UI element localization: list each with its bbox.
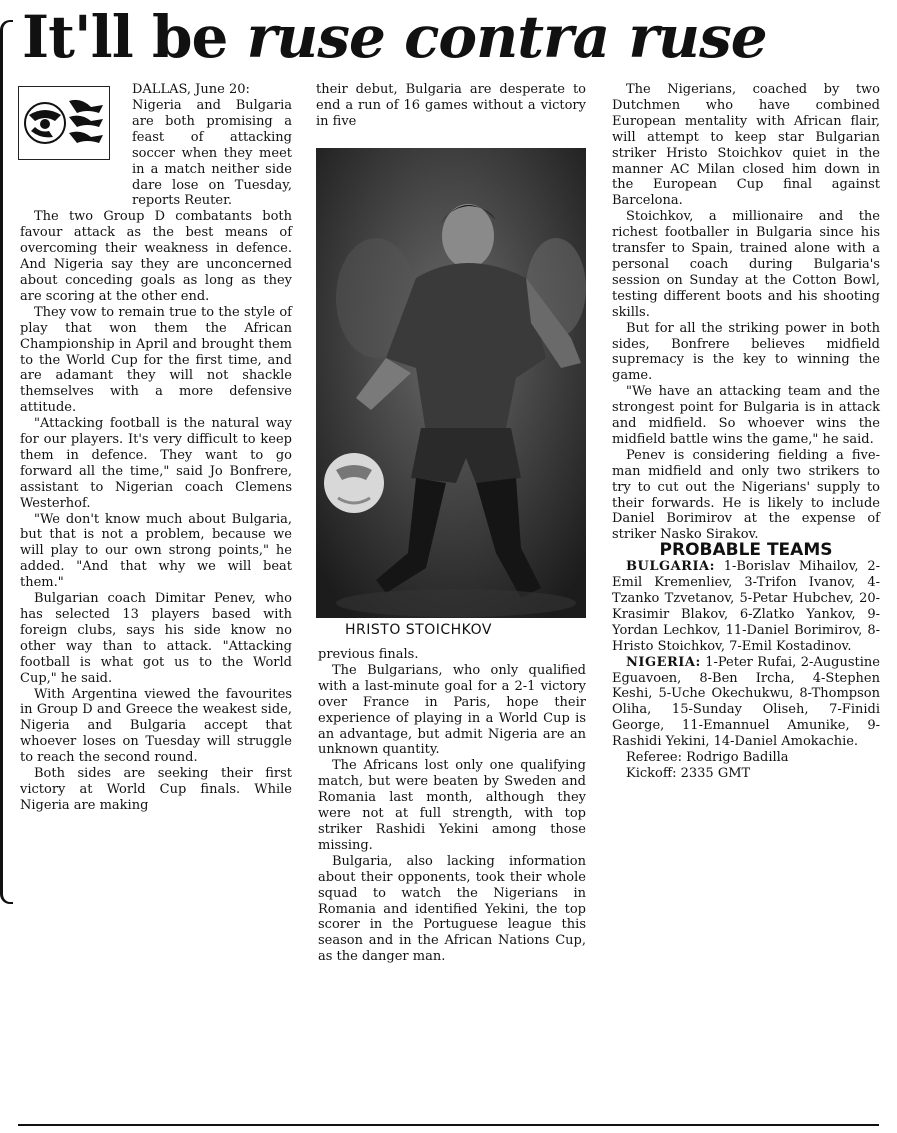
column-1 <box>20 98 292 814</box>
headline-part-1: It'll be <box>22 3 247 71</box>
bottom-rule <box>18 1124 879 1126</box>
col1-paragraph-8: Both sides are seeking their first victory at World Cup finals. While Nigeria are making <box>20 766 292 813</box>
photo-caption: HRISTO STOICHKOV <box>345 622 492 638</box>
bulgaria-lineup <box>612 559 880 654</box>
col1-paragraph-6: Bulgarian coach Dimitar Penev, who has selected 13 players based with foreign clubs, says his side know no other way than to attack. "Attacking football is what got us to the World Cup," he said. <box>20 591 292 686</box>
nigeria-team: 1-Peter Rufai, 2-Augustine Eguavoen, 8-Ben Ircha, 4-Stephen Keshi, 5-Uche Okechukwu, 8-Thompson Oliha, 15-Sunday Oliseh, 7-Finidi George, 11-Emannuel Amunike, 9-Rashidi Yekini, 14-Daniel Amokachie. <box>612 654 880 750</box>
col3-paragraph-4: "We have an attacking team and the strongest point for Bulgaria is in attack and midfield. So whoever wins the midfield battle wins the game," he said. <box>612 384 880 447</box>
probable-teams-heading: PROBABLE TEAMS <box>659 540 833 561</box>
headline-part-2: ruse contra ruse <box>246 3 767 71</box>
col3-paragraph-1: The Nigerians, coached by two Dutchmen who have combined European mentality with African flair, will attempt to keep star Bulgarian striker Hristo Stoichkov quiet in the manner AC Milan closed him down in the European Cup final against Barcelona. <box>612 82 880 209</box>
nigeria-label: NIGERIA: <box>626 654 701 670</box>
col3-paragraph-5: Penev is considering fielding a five-man midfield and only two strikers to try to cut out the Nigerians' supply to their forwards. He is likely to include Daniel Borimirov at the expense of striker Nasko Sirakov. <box>612 447 880 543</box>
col1-paragraph-1: Nigeria and Bulgaria are both promising a feast of attacking soccer when they meet in a match neither side dare lose on Tuesday, reports Reuter. <box>132 98 292 209</box>
col3-paragraph-2: Stoichkov, a millionaire and the richest footballer in Bulgaria since his transfer to Spain, trained alone with a personal coach during Bulgaria's session on Sunday at the Cotton Bowl, testing different boots and his shooting skills. <box>612 209 880 320</box>
player-photo <box>316 148 586 618</box>
col1-paragraph-4: "Attacking football is the natural way for our players. It's very difficult to keep them in defence. They want to go forward all the time," said Jo Bonfrere, assistant to Nigerian coach Clemens Westerhof. <box>20 416 292 511</box>
dateline: DALLAS, June 20: <box>132 82 250 97</box>
hristo-stoichkov-photo <box>316 148 586 618</box>
col1-paragraph-3: They vow to remain true to the style of play that won them the African Championship in April and brought them to the World Cup for the first time, and are adamant they will not shackle themselves with a more defensive attitude. <box>20 304 292 416</box>
col2-paragraph-2: The Bulgarians, who only qualified with a last-minute goal for a 2-1 victory over France in Paris, hope their experience of playing in a World Cup is an advantage, but admit Nigeria are an unknown quantity. <box>318 662 586 758</box>
column-1-top <box>132 82 292 98</box>
nigeria-lineup <box>612 655 880 750</box>
left-border-rule <box>0 20 13 904</box>
column-2-top <box>316 82 586 130</box>
col1-paragraph-7: With Argentina viewed the favourites in Group D and Greece the weakest side, Nigeria and Bulgaria accept that whoever loses on Tuesday will struggle to reach the second round. <box>20 686 292 766</box>
col2-paragraph-1: previous finals. <box>318 647 419 662</box>
col1-paragraph-5: "We don't know much about Bulgaria, but that is not a problem, because we will play to our own strong points," he added. "And that why we will beat them." <box>20 511 292 591</box>
bulgaria-label: BULGARIA: <box>626 559 715 575</box>
col2-paragraph-3: The Africans lost only one qualifying match, but were beaten by Sweden and Romania last month, although they were not at full strength, with top striker Rashidi Yekini among those missing. <box>318 758 586 853</box>
referee-line: Referee: Rodrigo Badilla <box>626 750 789 766</box>
col2-paragraph-4: Bulgaria, also lacking information about their opponents, took their whole squad to watch the Nigerians in Romania and identified Yekini, the top scorer in the Portuguese league this season and in the African Nations Cup, as the danger man. <box>318 853 586 965</box>
column-3 <box>612 82 880 782</box>
col2-paragraph-top: their debut, Bulgaria are desperate to end a run of 16 games without a victory in five <box>316 82 586 129</box>
headline <box>22 2 892 72</box>
col1-paragraph-2: The two Group D combatants both favour attack as the best means of overcoming their weakness in defence. And Nigeria say they are unconcerned about conceding goals as long as they are scoring at the other end. <box>20 209 292 304</box>
col3-paragraph-3: But for all the striking power in both sides, Bonfrere believes midfield supremacy is the key to winning the game. <box>612 320 880 384</box>
bulgaria-team: 1-Borislav Mihailov, 2-Emil Kremenliev, 3-Trifon Ivanov, 4-Tzanko Tzvetanov, 5-Petar Hubchev, 20-Krasimir Blakov, 6-Zlatko Yankov, 9-Yordan Lechkov, 11-Daniel Borimirov, 8-Hristo Stoichkov, 7-Emil Kostadinov. <box>612 559 880 654</box>
kickoff-line: Kickoff: 2335 GMT <box>626 765 751 781</box>
column-2 <box>318 647 586 965</box>
